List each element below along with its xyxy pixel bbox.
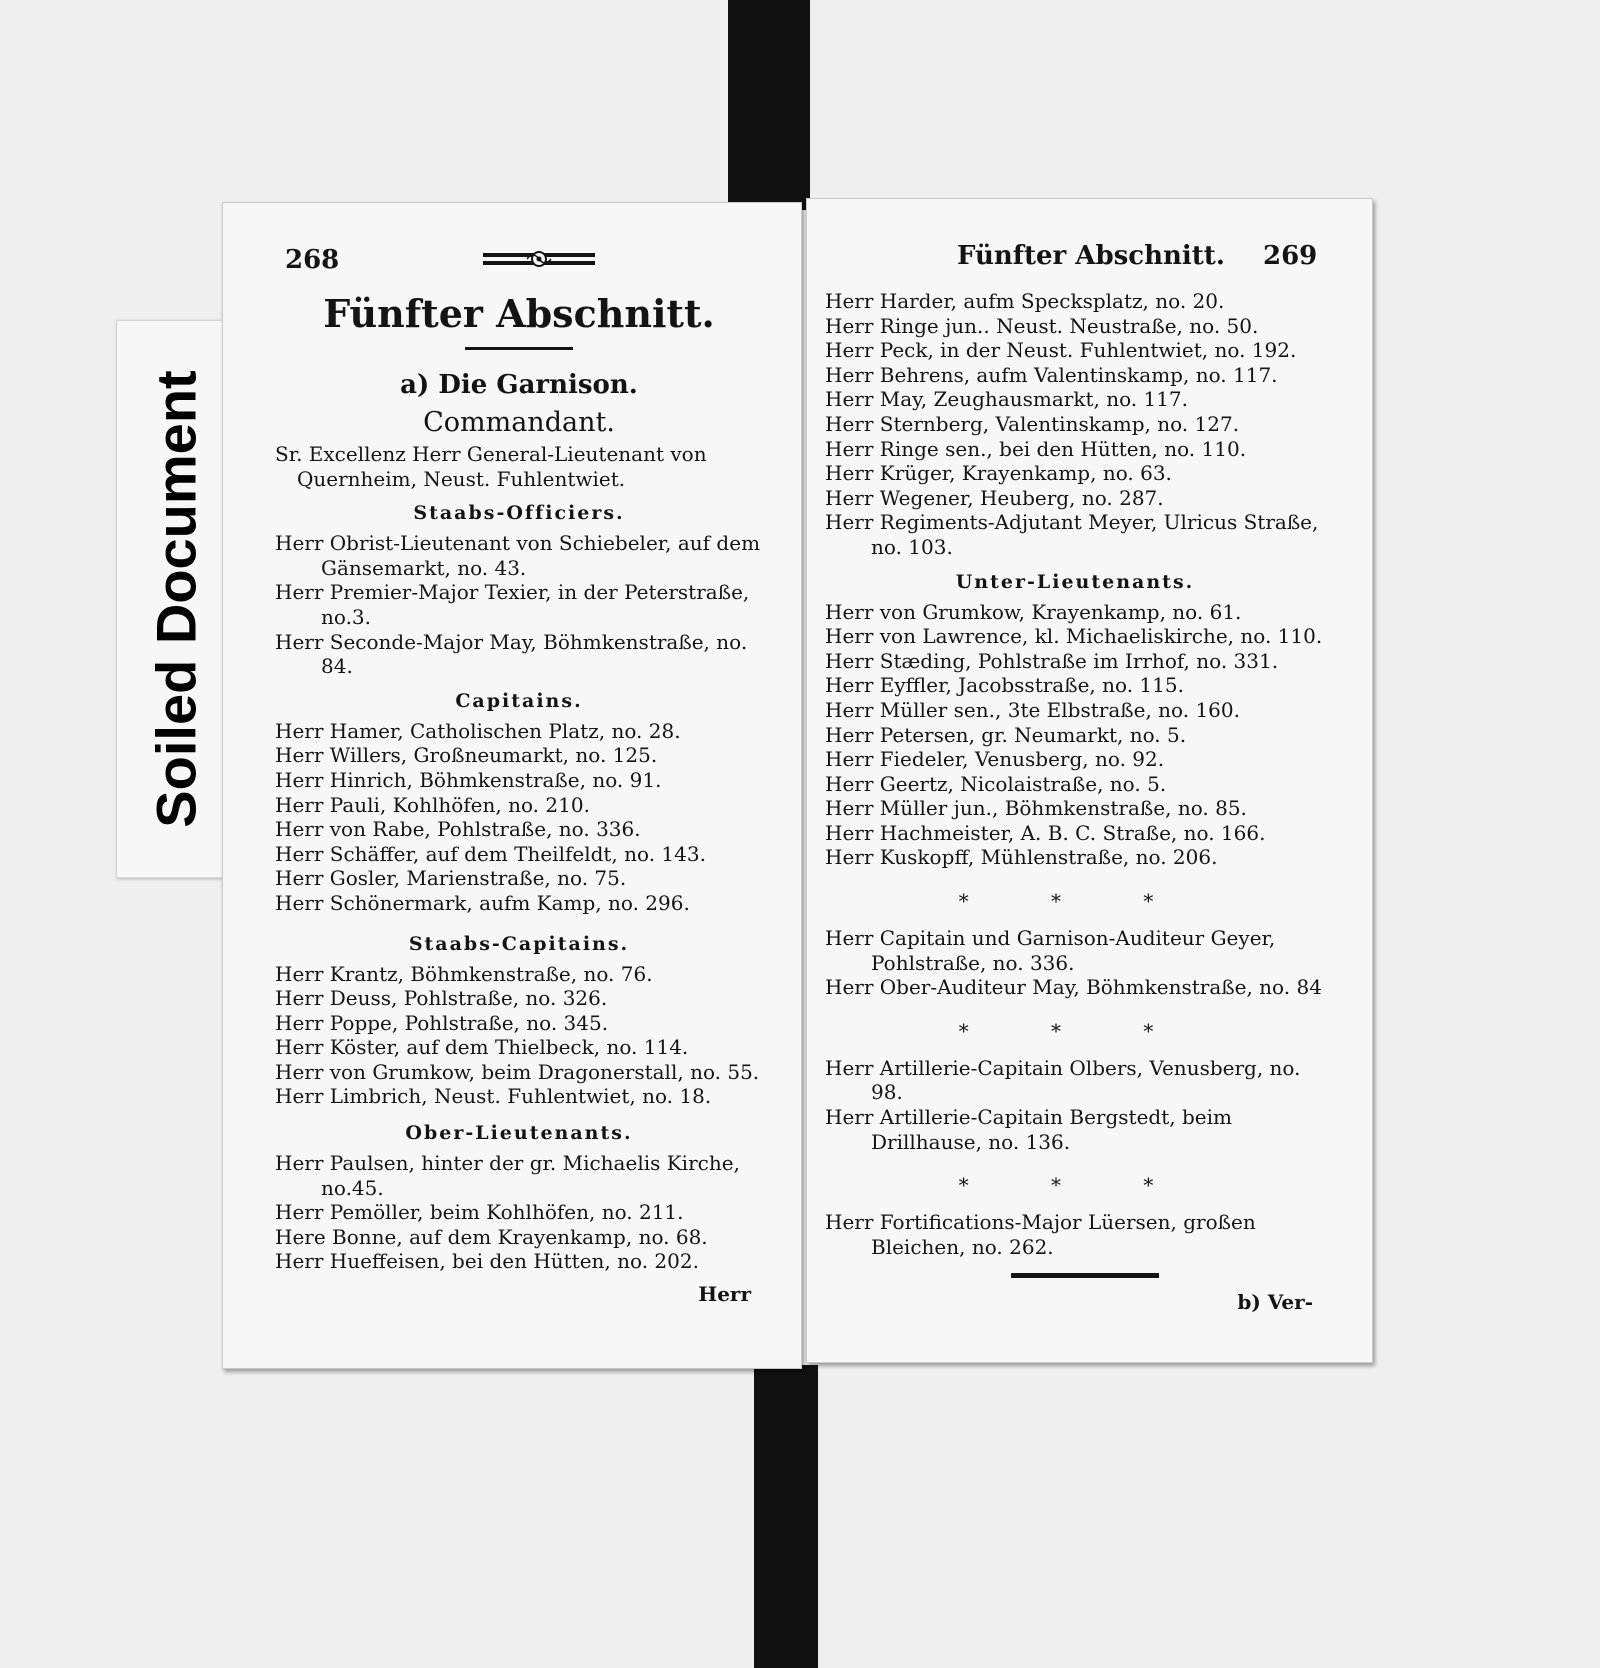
group-heading: Unter-Lieutenants. bbox=[955, 570, 1195, 593]
list-item: Herr von Rabe, Pohlstraße, no. 336. bbox=[275, 817, 641, 842]
list-item: Herr Ringe sen., bei den Hütten, no. 110. bbox=[825, 436, 1247, 461]
chapter-title: Fünfter Abschnitt. bbox=[323, 291, 715, 336]
asterism-separator: * * * bbox=[958, 889, 1192, 914]
catchword-right: b) Ver- bbox=[1237, 1290, 1313, 1315]
list-item: Herr Limbrich, Neust. Fuhlentwiet, no. 18. bbox=[275, 1084, 712, 1109]
ornament-icon bbox=[483, 249, 595, 269]
list-item: Herr Eyffler, Jacobsstraße, no. 115. bbox=[825, 673, 1184, 698]
list-item: Herr Krantz, Böhmkenstraße, no. 76. bbox=[275, 961, 653, 986]
list-item: Herr Artillerie-Capitain Olbers, Venusberg, no. 98. bbox=[825, 1055, 1301, 1105]
list-item: Herr Deuss, Pohlstraße, no. 326. bbox=[275, 986, 608, 1011]
list-item: Herr Kuskopff, Mühlenstraße, no. 206. bbox=[825, 845, 1218, 870]
section-title: a) Die Garnison. bbox=[400, 370, 638, 400]
asterism-separator: * * * bbox=[958, 1173, 1192, 1198]
list-item: Herr Schönermark, aufm Kamp, no. 296. bbox=[275, 890, 690, 915]
group-heading: Staabs-Officiers. bbox=[413, 502, 625, 525]
label-text: Soiled Document bbox=[144, 370, 208, 828]
list-item: Here Bonne, auf dem Krayenkamp, no. 68. bbox=[275, 1224, 708, 1249]
binding-strip-top bbox=[728, 0, 810, 210]
group-heading: Staabs-Capitains. bbox=[408, 932, 630, 955]
running-head: Fünfter Abschnitt. bbox=[957, 241, 1225, 271]
title-rule bbox=[465, 347, 573, 350]
list-item: Herr Ringe jun.. Neust. Neustraße, no. 50. bbox=[825, 313, 1259, 338]
list-item: Herr von Grumkow, Krayenkamp, no. 61. bbox=[825, 599, 1242, 624]
page-number-left: 268 bbox=[285, 245, 340, 275]
asterism-separator: * * * bbox=[958, 1018, 1192, 1043]
list-item: Herr Hueffeisen, bei den Hütten, no. 202. bbox=[275, 1249, 699, 1274]
list-item: Herr Obrist-Lieutenant von Schiebeler, auf dem Gänsemarkt, no. 43. bbox=[275, 531, 761, 580]
list-item: Herr Ober-Auditeur May, Böhmkenstraße, no. 84 bbox=[825, 975, 1322, 1000]
group-heading: Capitains. bbox=[455, 689, 583, 712]
left-page-content bbox=[275, 283, 763, 1307]
list-item: Herr Fiedeler, Venusberg, no. 92. bbox=[825, 747, 1165, 772]
list-item: Herr von Lawrence, kl. Michaeliskirche, no. 110. bbox=[825, 624, 1323, 649]
list-item: Herr Müller sen., 3te Elbstraße, no. 160. bbox=[825, 697, 1240, 722]
list-item: Herr Capitain und Garnison-Auditeur Geyer, Pohlstraße, no. 336. bbox=[825, 926, 1276, 975]
right-page-content bbox=[825, 289, 1325, 1315]
list-item: Herr Poppe, Pohlstraße, no. 345. bbox=[275, 1010, 609, 1035]
list-item: Herr Regiments-Adjutant Meyer, Ulricus Straße, no. 103. bbox=[825, 510, 1319, 559]
left-page bbox=[222, 202, 802, 1369]
list-item: Herr May, Zeughausmarkt, no. 117. bbox=[825, 387, 1189, 412]
catchword-left: Herr bbox=[698, 1282, 751, 1307]
list-item: Herr Schäffer, auf dem Theilfeldt, no. 143. bbox=[275, 841, 706, 866]
list-item: Herr von Grumkow, beim Dragonerstall, no. 55. bbox=[275, 1059, 760, 1084]
list-item: Herr Hachmeister, A. B. C. Straße, no. 166. bbox=[825, 820, 1266, 845]
list-item: Herr Wegener, Heuberg, no. 287. bbox=[825, 485, 1164, 510]
list-item: Herr Gosler, Marienstraße, no. 75. bbox=[275, 866, 627, 891]
list-item: Herr Geertz, Nicolaistraße, no. 5. bbox=[825, 771, 1167, 796]
list-item: Herr Artillerie-Capitain Bergstedt, beim Drillhause, no. 136. bbox=[825, 1105, 1232, 1154]
list-item: Herr Behrens, aufm Valentinskamp, no. 117. bbox=[825, 362, 1278, 387]
list-item: Herr Hamer, Catholischen Platz, no. 28. bbox=[275, 718, 681, 743]
list-item: Herr Fortifications-Major Lüersen, großen Bleichen, no. 262. bbox=[825, 1210, 1256, 1259]
list-item: Herr Seconde-Major May, Böhmkenstraße, no. 84. bbox=[275, 629, 748, 679]
binding-strip-bottom bbox=[754, 1365, 818, 1668]
list-item: Herr Müller jun., Böhmkenstraße, no. 85. bbox=[825, 796, 1247, 821]
list-item: Herr Pauli, Kohlhöfen, no. 210. bbox=[275, 792, 590, 817]
list-item: Herr Willers, Großneumarkt, no. 125. bbox=[275, 743, 658, 768]
list-item: Herr Hinrich, Böhmkenstraße, no. 91. bbox=[275, 767, 662, 792]
commandant-heading: Commandant. bbox=[423, 407, 615, 438]
list-item: Herr Premier-Major Texier, in der Peterstraße, no.3. bbox=[275, 580, 750, 629]
list-item: Herr Sternberg, Valentinskamp, no. 127. bbox=[825, 411, 1240, 436]
list-item: Herr Peck, in der Neust. Fuhlentwiet, no. 192. bbox=[825, 338, 1297, 363]
list-item: Herr Krüger, Krayenkamp, no. 63. bbox=[825, 461, 1172, 486]
list-item: Herr Stæding, Pohlstraße im Irrhof, no. 331. bbox=[825, 648, 1279, 673]
soiled-document-label bbox=[116, 320, 236, 878]
end-rule bbox=[1011, 1273, 1159, 1278]
right-page bbox=[806, 198, 1373, 1363]
list-item: Herr Harder, aufm Specksplatz, no. 20. bbox=[825, 289, 1225, 313]
list-item: Herr Köster, auf dem Thielbeck, no. 114. bbox=[275, 1035, 689, 1060]
list-item: Herr Paulsen, hinter der gr. Michaelis Kirche, no.45. bbox=[275, 1151, 740, 1200]
group-heading: Ober-Lieutenants. bbox=[405, 1122, 633, 1145]
page-number-right: 269 bbox=[1263, 241, 1318, 271]
list-item: Herr Petersen, gr. Neumarkt, no. 5. bbox=[825, 722, 1187, 747]
commandant-entry: Sr. Excellenz Herr General-Lieutenant von Quernheim, Neust. Fuhlentwiet. bbox=[275, 442, 707, 491]
list-item: Herr Pemöller, beim Kohlhöfen, no. 211. bbox=[275, 1200, 684, 1225]
